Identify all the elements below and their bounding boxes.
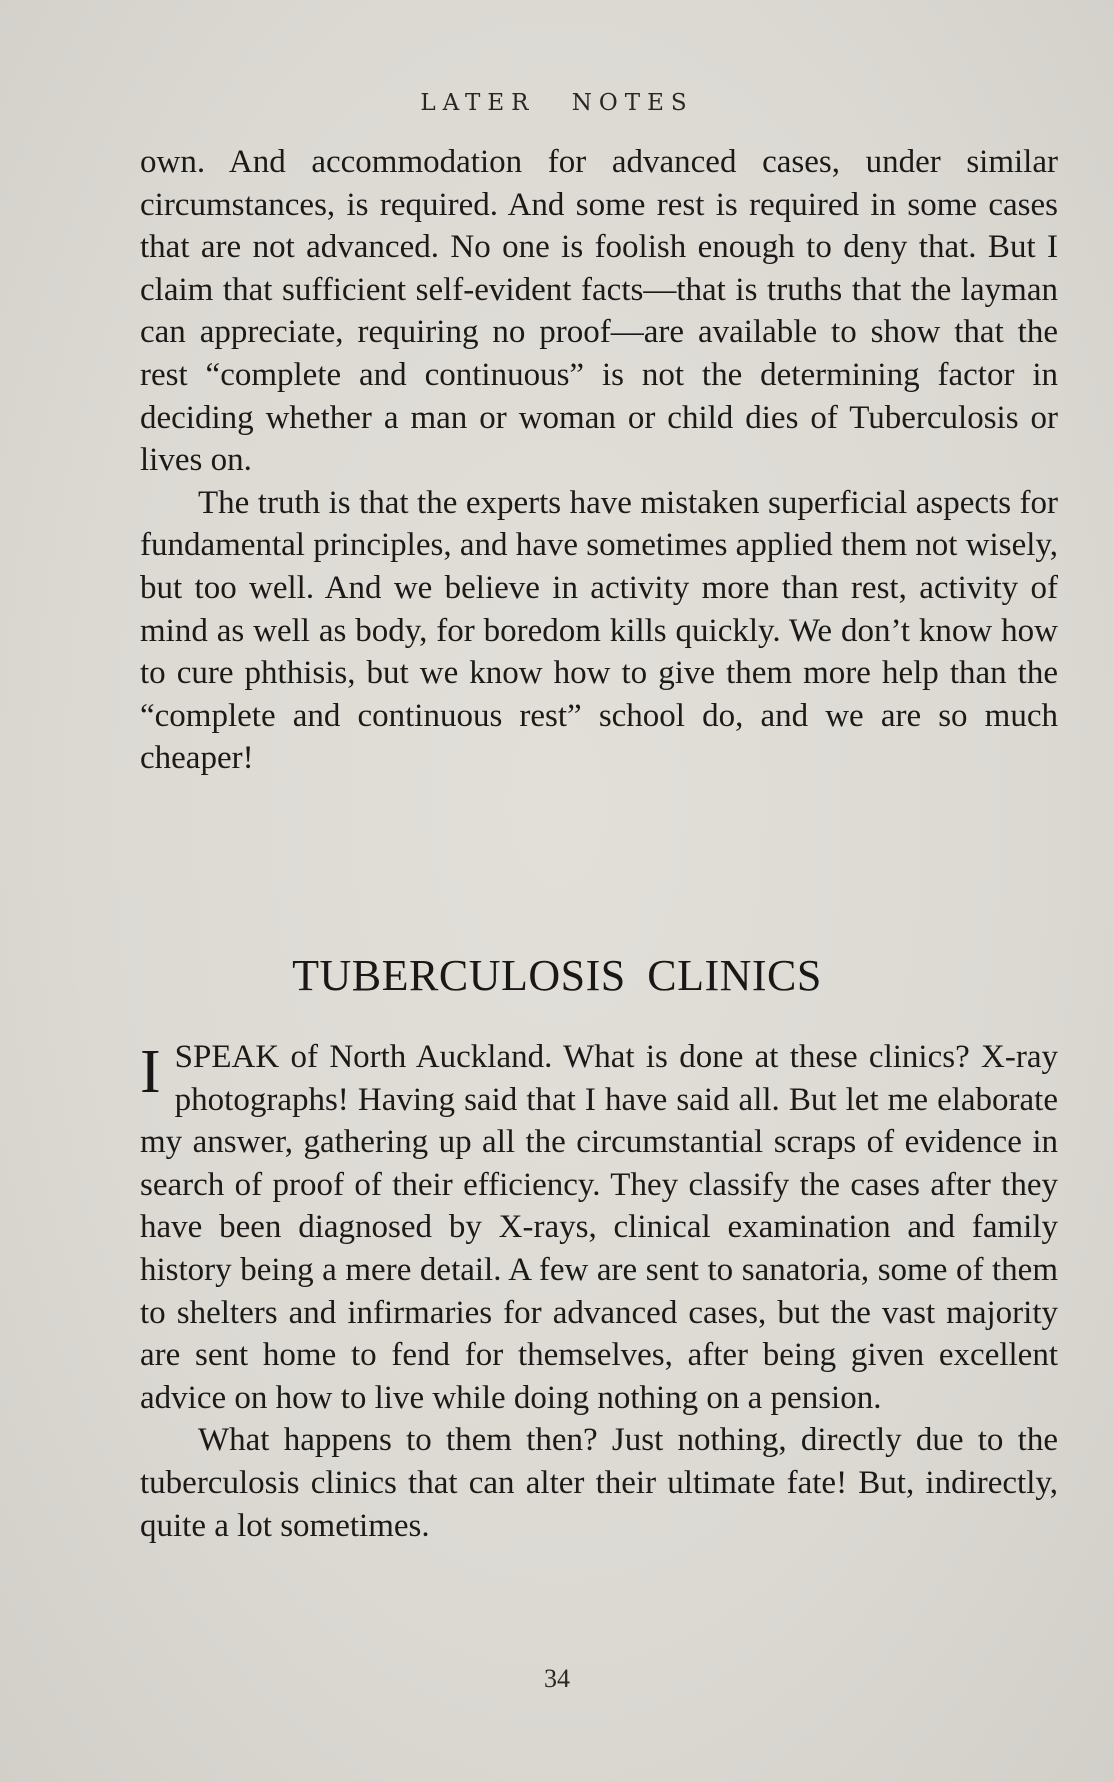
paragraph-what-happens: What happens to them then? Just nothing, directly due to the tuberculosis clinics that can alter their ultimate fate! But, indirectly, quite a lot sometimes.: [140, 1422, 1058, 1544]
running-head: LATER NOTES: [420, 90, 694, 116]
body-text-clinics: [140, 1036, 1058, 1547]
drop-cap: I: [140, 1038, 161, 1106]
section-heading: TUBERCULOSIS CLINICS: [292, 951, 822, 1000]
page-number: 34: [544, 1664, 570, 1693]
body-text-continued: [140, 141, 1058, 780]
paragraph-continued: own. And accommodation for advanced cases, under similar circumstances, is required. And some rest is required in some cases that are not advanced. No one is foolish enough to deny that. But I claim that sufficient self-evident facts—that is truths that the layman can appreciate, requiring no proof—are available to show that the rest “complete and continuous” is not the determining factor in deciding whether a man or woman or child dies of Tuberculosis or lives on.: [140, 144, 1058, 479]
paragraph-north-auckland-text: SPEAK of North Auckland. What is done at these clinics? X-ray photographs! Having said that I have said all. But let me elaborate my answer, gathering up all the circumstantial scraps of evidence in search of proof of their efficiency. They classify the cases after they have been diagnosed by X-rays, clinical examination and family history being a mere detail. A few are sent to sanatoria, some of them to shelters and infirmaries for advanced cases, but the vast majority are sent home to fend for themselves, after being given excellent advice on how to live while doing nothing on a pension.: [140, 1039, 1058, 1416]
paragraph-north-auckland: [140, 1036, 1058, 1419]
paragraph-experts: The truth is that the experts have mistaken superficial aspects for fundamental principles, and have sometimes applied them not wisely, but too well. And we believe in activity more than rest, activity of mind as well as body, for boredom kills quickly. We don’t know how to cure phthisis, but we know how to give them more help than the “complete and continuous rest” school do, and we are so much cheaper!: [140, 484, 1058, 777]
